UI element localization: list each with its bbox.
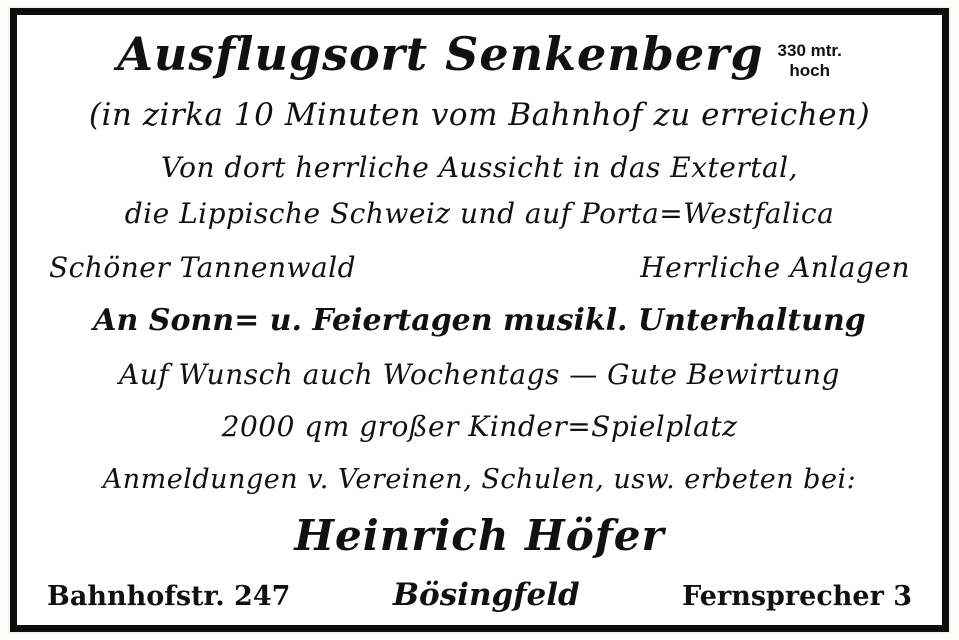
advertisement-content <box>17 15 942 625</box>
weekday-offer: Auf Wunsch auch Wochentags — Gute Bewirtung <box>119 358 840 392</box>
page-title: Ausflugsort Senkenberg <box>117 27 764 81</box>
feature-forest: Schöner Tannenwald <box>49 250 357 284</box>
music-entertainment-banner: An Sonn= u. Feiertagen musikl. Unterhaltung <box>93 302 866 338</box>
headline-row <box>43 27 916 81</box>
playground-info: 2000 qm großer Kinder=Spielplatz <box>221 410 738 444</box>
advertisement-border <box>10 8 949 632</box>
town-name: Bösingfeld <box>392 577 580 613</box>
description-line-2: die Lippische Schweiz und auf Porta=Westfalica <box>124 196 835 230</box>
altitude-unit-label: hoch <box>789 60 830 80</box>
street-address: Bahnhofstr. 247 <box>47 581 291 612</box>
features-row <box>43 250 916 284</box>
contact-row <box>43 577 916 615</box>
subtitle-walk-time: (in zirka 10 Minuten vom Bahnhof zu erreichen) <box>88 96 871 133</box>
telephone-number: Fernsprecher 3 <box>682 581 912 612</box>
owner-name: Heinrich Höfer <box>294 511 665 561</box>
altitude-value: 330 mtr. <box>777 41 842 60</box>
description-line-1: Von dort herrliche Aussicht in das Extertal, <box>160 150 799 184</box>
booking-info: Anmeldungen v. Vereinen, Schulen, usw. erbeten bei: <box>102 464 857 496</box>
feature-gardens: Herrliche Anlagen <box>640 250 910 284</box>
altitude-note <box>778 31 842 80</box>
